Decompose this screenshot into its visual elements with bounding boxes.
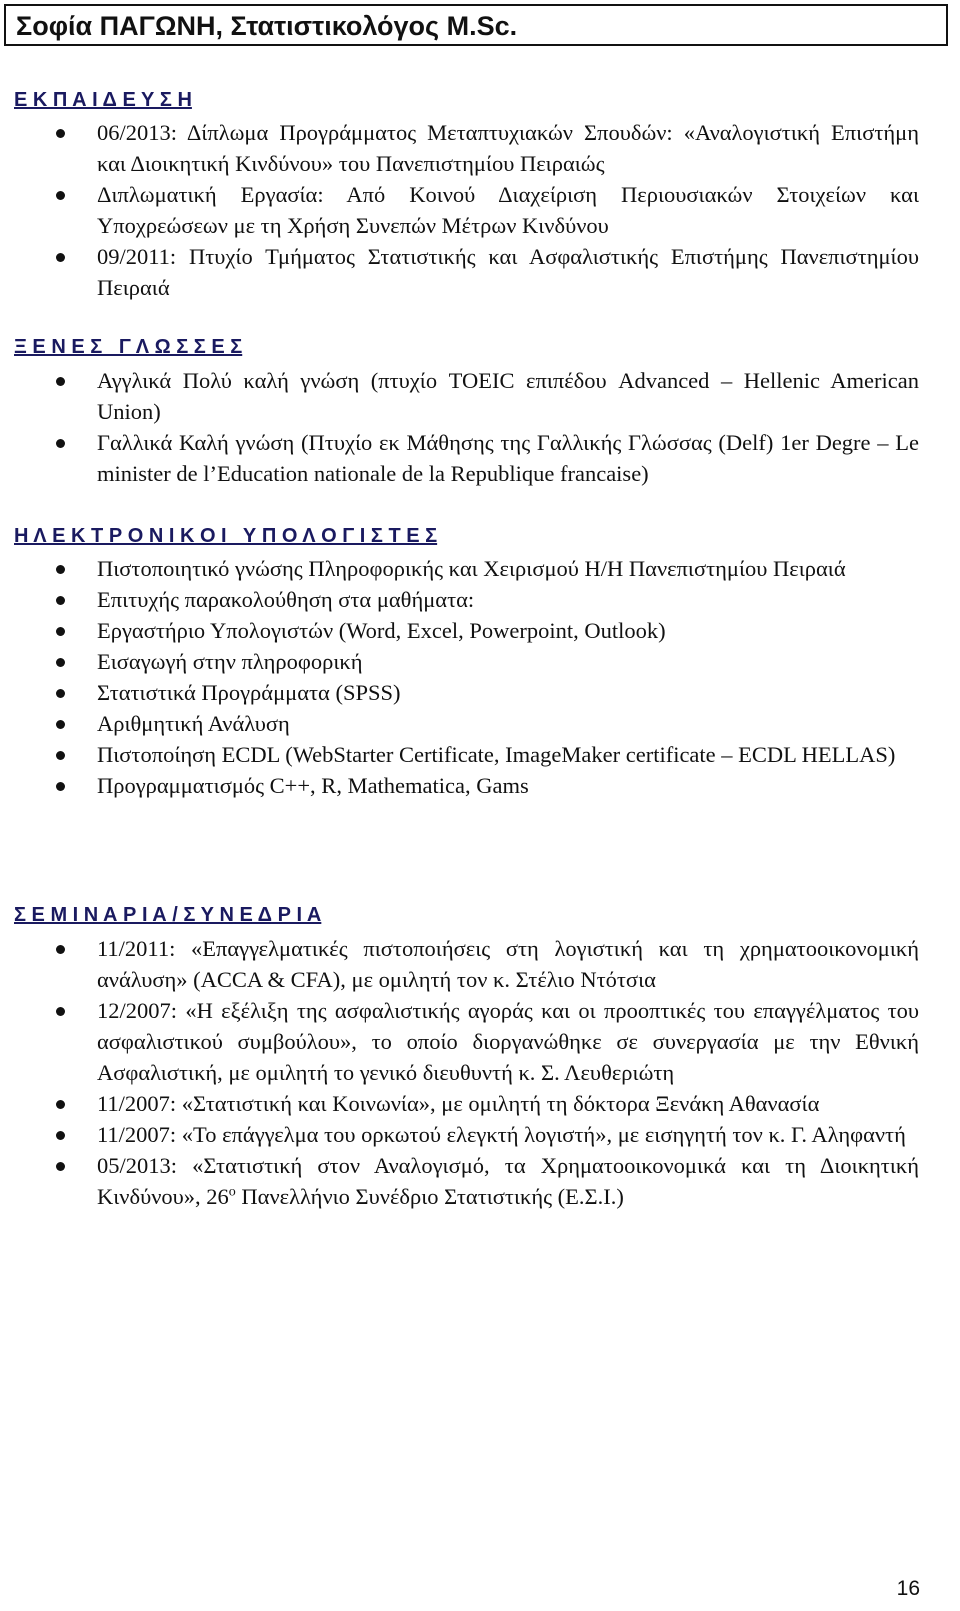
bullet-icon <box>56 658 65 667</box>
list-item: 12/2007: «Η εξέλιξη της ασφαλιστικής αγοράς και οι προοπτικές του επαγγέλματος του ασφαλιστικού συμβούλου», το οποίο διοργανώθηκε σε συνεργασία με την Εθνική Ασφαλιστική, με ομιλητή το γενικό διευθυντή κ. Σ. Λευθεριώτη <box>0 995 919 1088</box>
document-title: Σοφία ΠΑΓΩΝΗ, Στατιστικολόγος M.Sc. <box>4 4 948 46</box>
list-item: Αριθμητική Ανάλυση <box>0 708 919 739</box>
list-item: Αγγλικά Πολύ καλή γνώση (πτυχίο TOEIC επιπέδου Advanced – Hellenic American Union) <box>0 365 919 427</box>
seminars-heading: Σ Ε Μ Ι Ν Α Ρ Ι Α / Σ Υ Ν Ε Δ Ρ Ι Α <box>14 904 322 926</box>
bullet-icon <box>56 720 65 729</box>
computers-list <box>0 553 960 801</box>
bullet-icon <box>56 1100 65 1109</box>
list-item: Διπλωματική Εργασία: Από Κοινού Διαχείριση Περιουσιακών Στοιχείων και Υποχρεώσεων με τη Χρήση Συνεπών Μέτρων Κινδύνου <box>0 179 919 241</box>
bullet-icon <box>56 1131 65 1140</box>
list-item: 11/2011: «Επαγγελματικές πιστοποιήσεις στη λογιστική και τη χρηματοοικονομική ανάλυση» (ACCA & CFA), με ομιλητή τον κ. Στέλιο Ντότσια <box>0 933 919 995</box>
bullet-icon <box>56 596 65 605</box>
seminars-list <box>0 933 960 1212</box>
bullet-icon <box>56 1007 65 1016</box>
bullet-icon <box>56 191 65 200</box>
languages-list <box>0 365 960 489</box>
languages-heading: Ξ Ε Ν Ε Σ Γ Λ Ω Σ Σ Ε Σ <box>14 336 243 358</box>
list-item: Στατιστικά Προγράμματα (SPSS) <box>0 677 919 708</box>
list-item: 06/2013: Δίπλωμα Προγράμματος Μεταπτυχιακών Σπουδών: «Αναλογιστική Επιστήμη και Διοικητική Κινδύνου» του Πανεπιστημίου Πειραιώς <box>0 117 919 179</box>
list-item: Εισαγωγή στην πληροφορική <box>0 646 919 677</box>
bullet-icon <box>56 565 65 574</box>
list-item: 05/2013: «Στατιστική στον Αναλογισμό, τα Χρηματοοικονομικά και τη Διοικητική Κινδύνου», $26^o$ Πανελλήνιο Συνέδριο Στατιστικής (Ε.Σ.Ι.) <box>0 1150 919 1212</box>
list-item: Εργαστήριο Υπολογιστών (Word, Excel, Powerpoint, Outlook) <box>0 615 919 646</box>
bullet-icon <box>56 689 65 698</box>
bullet-icon <box>56 1162 65 1171</box>
list-item: Προγραμματισμός C++, R, Mathematica, Gams <box>0 770 919 801</box>
bullet-icon <box>56 751 65 760</box>
page-number: 16 <box>896 1577 920 1600</box>
list-item: Πιστοποιητικό γνώσης Πληροφορικής και Χειρισμού Η/Η Πανεπιστημίου Πειραιά <box>0 553 919 584</box>
list-item: 09/2011: Πτυχίο Τμήματος Στατιστικής και Ασφαλιστικής Επιστήμης Πανεπιστημίου Πειραιά <box>0 241 919 303</box>
bullet-icon <box>56 129 65 138</box>
computers-heading: Η Λ Ε Κ Τ Ρ Ο Ν Ι Κ Ο Ι Υ Π Ο Λ Ο Γ Ι Σ Τ Ε Σ <box>14 525 438 547</box>
list-item: 11/2007: «Στατιστική και Κοινωνία», με ομιλητή τη δόκτορα Ξενάκη Αθανασία <box>0 1088 919 1119</box>
bullet-icon <box>56 945 65 954</box>
list-item: Επιτυχής παρακολούθηση στα μαθήματα: <box>0 584 919 615</box>
education-heading: Ε Κ Π Α Ι Δ Ε Υ Σ Η <box>14 89 192 111</box>
bullet-icon <box>56 439 65 448</box>
list-item: Πιστοποίηση ECDL (WebStarter Certificate, ImageMaker certificate – ECDL HELLAS) <box>0 739 919 770</box>
bullet-icon <box>56 782 65 791</box>
bullet-icon <box>56 253 65 262</box>
bullet-icon <box>56 627 65 636</box>
bullet-icon <box>56 377 65 386</box>
list-item: Γαλλικά Καλή γνώση (Πτυχίο εκ Μάθησης της Γαλλικής Γλώσσας (Delf) 1er Degre – Le minister de l’Education nationale de la Republique francaise) <box>0 427 919 489</box>
education-list <box>0 117 960 303</box>
list-item: 11/2007: «Το επάγγελμα του ορκωτού ελεγκτή λογιστή», με εισηγητή τον κ. Γ. Αληφαντή <box>0 1119 919 1150</box>
